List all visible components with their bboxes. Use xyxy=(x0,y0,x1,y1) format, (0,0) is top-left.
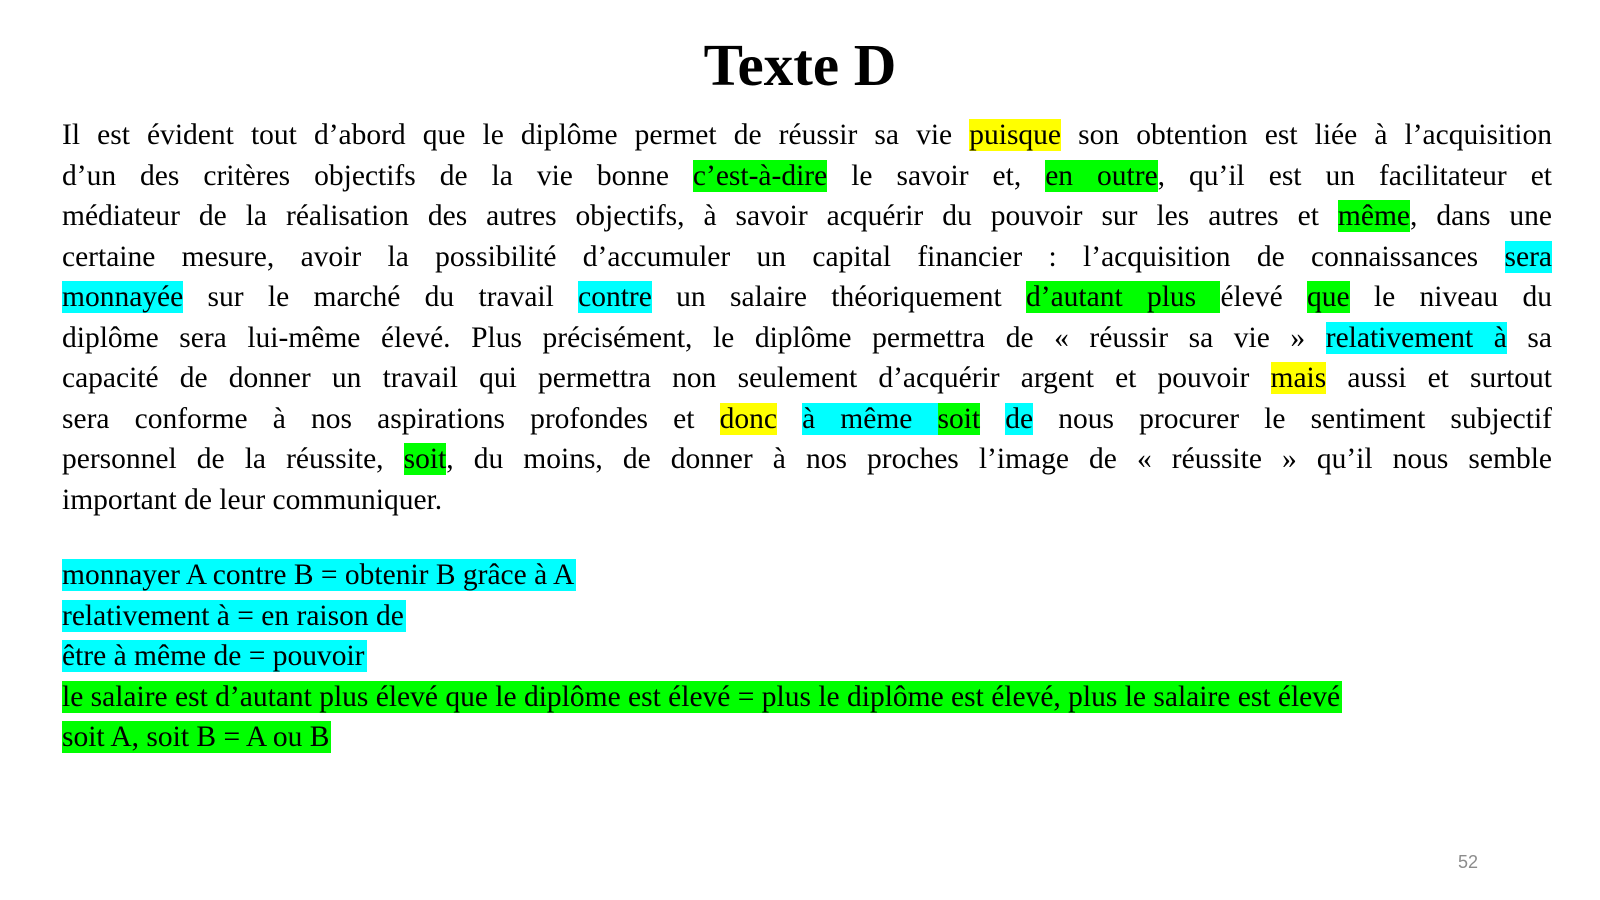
slide-title: Texte D xyxy=(703,32,897,98)
paragraph-line xyxy=(62,358,1552,399)
highlight-cyan: monnayée xyxy=(62,281,184,313)
text: capacité de donner un travail qui permettra non seulement d’acquérir argent et pouvoir xyxy=(62,362,1271,394)
highlight-cyan: sera xyxy=(1504,240,1552,273)
paragraph-line xyxy=(62,115,1552,156)
text: important de leur communiquer. xyxy=(62,483,443,516)
text: le savoir et, xyxy=(827,159,1046,192)
text: personnel de la réussite, xyxy=(62,443,404,475)
paragraph-line xyxy=(62,439,1552,480)
text: , du moins, de donner à nos proches l’image de « réussite » qu’il nous semble xyxy=(446,443,1552,475)
text: élevé xyxy=(1220,281,1308,313)
glossary-text: être à même de = pouvoir xyxy=(62,640,365,672)
text: , dans une xyxy=(1410,200,1552,232)
glossary-text: le salaire est d’autant plus élevé que le diplôme est élevé = plus le diplôme est élevé, plus le salaire est élevé xyxy=(62,680,1341,713)
glossary-item xyxy=(62,596,1342,637)
text: sera conforme à nos aspirations profondes et xyxy=(62,402,720,435)
highlight-yellow: donc xyxy=(719,402,777,435)
highlight-green: soit xyxy=(403,443,447,475)
paragraph-line xyxy=(62,399,1552,440)
paragraph-line xyxy=(62,196,1552,237)
text: diplôme sera lui-même élevé. Plus précisément, le diplôme permettra de « réussir sa vie » xyxy=(62,321,1326,354)
text: certaine mesure, avoir la possibilité d’accumuler un capital financier : l’acquisition de connaissances xyxy=(62,240,1505,273)
highlight-green: en outre xyxy=(1045,159,1158,192)
highlight-green: même xyxy=(1337,200,1410,232)
text: nous procurer le sentiment subjectif xyxy=(1033,402,1552,435)
paragraph-line xyxy=(62,277,1552,318)
highlight-cyan: relativement à xyxy=(1325,321,1507,354)
highlight-green: que xyxy=(1307,281,1350,313)
text: d’un des critères objectifs de la vie bonne xyxy=(62,159,693,192)
glossary-item xyxy=(62,555,1342,596)
glossary-item xyxy=(62,677,1342,718)
text: , qu’il est un facilitateur et xyxy=(1157,159,1552,192)
paragraph-line xyxy=(62,156,1552,197)
highlight-cyan: à même xyxy=(802,402,938,435)
highlight-green: d’autant plus xyxy=(1026,281,1221,313)
text: un salaire théoriquement xyxy=(651,281,1026,313)
text: le niveau du xyxy=(1349,281,1552,313)
paragraph-line xyxy=(62,318,1552,359)
highlight-green: soit xyxy=(937,402,981,435)
text: Il est évident tout d’abord que le diplôme permet de réussir sa vie xyxy=(62,119,970,151)
glossary-text: relativement à = en raison de xyxy=(62,599,404,632)
paragraph-line xyxy=(62,480,1552,521)
glossary-item xyxy=(62,636,1342,677)
text: sa xyxy=(1506,321,1553,354)
text: son obtention est liée à l’acquisition xyxy=(1061,119,1553,151)
text: médiateur de la réalisation des autres objectifs, à savoir acquérir du pouvoir sur les autres et xyxy=(62,200,1338,232)
highlight-yellow: mais xyxy=(1270,362,1327,394)
glossary-text: soit A, soit B = A ou B xyxy=(62,721,330,753)
glossary-text: monnayer A contre B = obtenir B grâce à A xyxy=(62,559,575,591)
main-paragraph xyxy=(62,115,1552,520)
glossary xyxy=(62,555,1342,758)
paragraph-line xyxy=(62,237,1552,278)
highlight-green: c’est-à-dire xyxy=(692,159,828,192)
highlight-yellow: puisque xyxy=(969,119,1062,151)
page-number: 52 xyxy=(1457,852,1478,872)
highlight-cyan: de xyxy=(1005,402,1034,435)
text: aussi et surtout xyxy=(1326,362,1552,394)
text: sur le marché du travail xyxy=(183,281,579,313)
highlight-cyan: contre xyxy=(578,281,652,313)
glossary-item xyxy=(62,717,1342,758)
